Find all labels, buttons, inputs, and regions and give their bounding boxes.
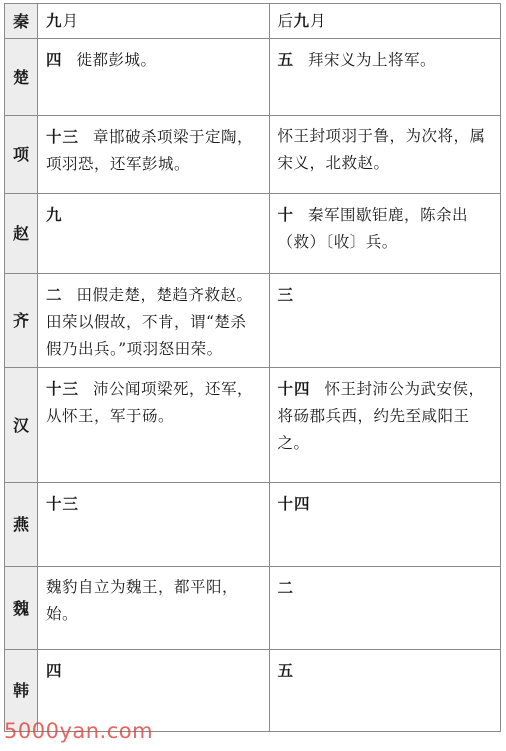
- cell-yan-col2: [269, 483, 501, 567]
- row-han: [5, 368, 501, 483]
- event-text: 拜宋义为上将军。: [308, 51, 437, 69]
- state-cell-qi: 齐: [5, 274, 38, 368]
- watermark: 5000yan.com: [4, 719, 154, 743]
- cell-qi-col2: [269, 274, 501, 368]
- year-number: 二: [277, 578, 295, 597]
- cell-han-col1: [38, 368, 270, 483]
- cell-qi-col1: [38, 274, 270, 368]
- cell-yan-col1: [38, 483, 270, 567]
- cell-hann-col2: [269, 650, 501, 732]
- row-chu: [5, 39, 501, 116]
- event-text: 田假走楚，楚趋齐救赵。田荣以假故，不肯，谓“楚杀假乃出兵。”项羽怒田荣。: [46, 286, 253, 358]
- month1-unit: 月: [62, 12, 79, 30]
- state-cell-qin: 秦: [5, 4, 38, 39]
- year-number: 四: [46, 50, 63, 69]
- year-number: 九: [46, 205, 63, 224]
- event-text: 魏豹自立为魏王，都平阳，始。: [46, 578, 239, 623]
- cell-wei-col1: [38, 567, 270, 650]
- year-number: 五: [277, 661, 295, 680]
- cell-xiang-col2: [269, 116, 501, 194]
- state-cell-hann: 韩: [5, 650, 38, 732]
- row-wei: [5, 567, 501, 650]
- event-text: 秦军围歇钜鹿，陈余出（救）〔收〕兵。: [277, 206, 469, 251]
- event-text: 怀王封项羽于鲁，为次将，属宋义，北救赵。: [277, 127, 486, 172]
- month-cell-2: [269, 4, 501, 39]
- year-number: 十三: [46, 379, 80, 398]
- month2-unit: 月: [310, 12, 327, 30]
- year-number: 十: [277, 205, 295, 224]
- month1-number: 九: [46, 11, 63, 30]
- row-qi: [5, 274, 501, 368]
- chronology-table: [4, 3, 501, 732]
- cell-chu-col2: [269, 39, 501, 116]
- row-xiang: [5, 116, 501, 194]
- month2-prefix: 后: [277, 12, 294, 30]
- cell-chu-col1: [38, 39, 270, 116]
- event-text: 沛公闻项梁死，还军，从怀王，军于砀。: [46, 380, 254, 425]
- year-number: 三: [277, 285, 295, 304]
- state-cell-han: 汉: [5, 368, 38, 483]
- header-row: [5, 4, 501, 39]
- event-text: 怀王封沛公为武安侯，将砀郡兵西，约先至咸阳王之。: [277, 380, 485, 452]
- year-number: 四: [46, 661, 63, 680]
- state-cell-yan: 燕: [5, 483, 38, 567]
- month2-number: 九: [293, 11, 311, 30]
- state-cell-xiang: 项: [5, 116, 38, 194]
- cell-zhao-col1: [38, 194, 270, 274]
- year-number: 十三: [46, 127, 80, 146]
- state-cell-wei: 魏: [5, 567, 38, 650]
- year-number: 十四: [277, 494, 311, 513]
- cell-xiang-col1: [38, 116, 270, 194]
- event-text: 徙都彭城。: [76, 51, 157, 69]
- year-number: 十四: [277, 379, 311, 398]
- event-text: 章邯破杀项梁于定陶，项羽恐，还军彭城。: [46, 128, 254, 173]
- cell-wei-col2: [269, 567, 501, 650]
- row-zhao: [5, 194, 501, 274]
- state-cell-chu: 楚: [5, 39, 38, 116]
- year-number: 二: [46, 285, 63, 304]
- month-cell-1: [38, 4, 270, 39]
- state-cell-zhao: 赵: [5, 194, 38, 274]
- cell-han-col2: [269, 368, 501, 483]
- year-number: 十三: [46, 494, 80, 513]
- row-yan: [5, 483, 501, 567]
- cell-zhao-col2: [269, 194, 501, 274]
- year-number: 五: [277, 50, 295, 69]
